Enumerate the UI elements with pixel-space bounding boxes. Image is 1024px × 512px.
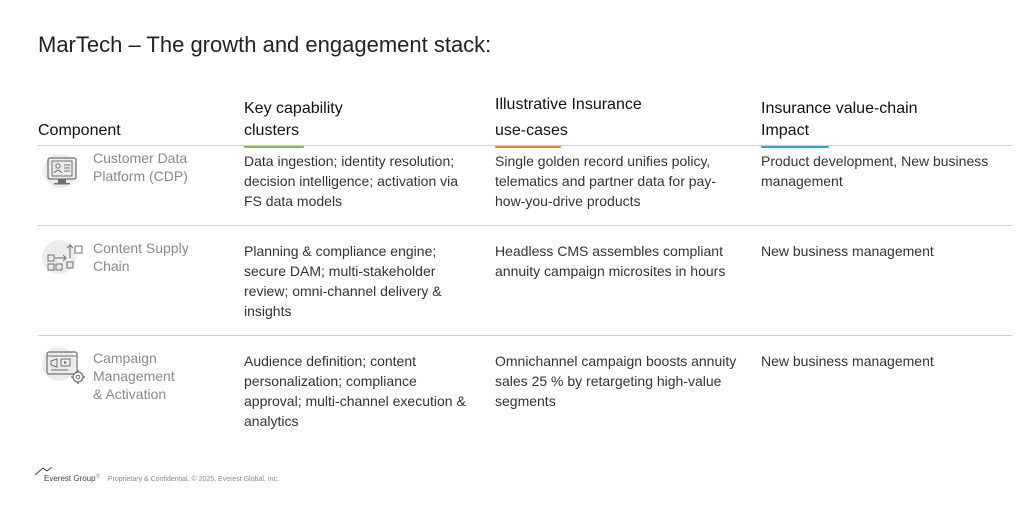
capabilities-cell: Data ingestion; identity resolution; decision intelligence; activation via FS data models	[244, 153, 459, 209]
header-impact-line2: Impact	[761, 122, 810, 139]
campaign-settings-icon	[40, 346, 90, 386]
header-key-capability	[244, 98, 343, 142]
capabilities-cell: Planning & compliance engine; secure DAM; multi-stakeholder review; omni-channel delivery & insights	[244, 243, 442, 319]
component-name: Customer Data Platform (CDP)	[93, 150, 188, 184]
footer-confidential: Proprietary & Confidential. © 2025, Everest Global, Inc.	[107, 476, 280, 484]
content-flow-icon	[40, 238, 90, 276]
header-divider	[38, 145, 1012, 146]
header-key-line1: Key capability	[244, 100, 343, 117]
everest-logo-icon	[34, 466, 54, 476]
use-case-cell: Headless CMS assembles compliant annuity campaign microsites in hours	[495, 243, 726, 279]
impact-cell: Product development, New business management	[761, 153, 989, 189]
header-key-line2: clusters	[244, 122, 300, 139]
footer-brand: Everest Group®	[44, 474, 100, 484]
component-name: Content Supply Chain	[93, 240, 189, 274]
component-name: Campaign Management & Activation	[93, 350, 175, 402]
header-component-label: Component	[38, 122, 121, 139]
use-case-cell: Single golden record unifies policy, telematics and partner data for pay-how-you-drive products	[495, 153, 717, 209]
header-use-line2: use-cases	[495, 122, 568, 139]
header-component	[38, 120, 121, 142]
row-divider-1	[38, 225, 1012, 226]
header-impact-line1: Insurance value-chain	[761, 100, 918, 117]
row-divider-2	[38, 335, 1012, 336]
header-use-cases	[495, 94, 642, 142]
impact-cell: New business management	[761, 243, 934, 259]
page-title: MarTech – The growth and engagement stack:	[38, 32, 492, 57]
monitor-profile-icon	[40, 152, 84, 190]
capabilities-cell: Audience definition; content personalization; compliance approval; multi-channel execution & analytics	[244, 353, 466, 429]
use-case-cell: Omnichannel campaign boosts annuity sales 25 % by retargeting high-value segments	[495, 353, 737, 409]
header-impact	[761, 98, 918, 142]
footer	[34, 474, 279, 483]
impact-cell: New business management	[761, 353, 934, 369]
header-use-line1: Illustrative Insurance	[495, 96, 642, 113]
